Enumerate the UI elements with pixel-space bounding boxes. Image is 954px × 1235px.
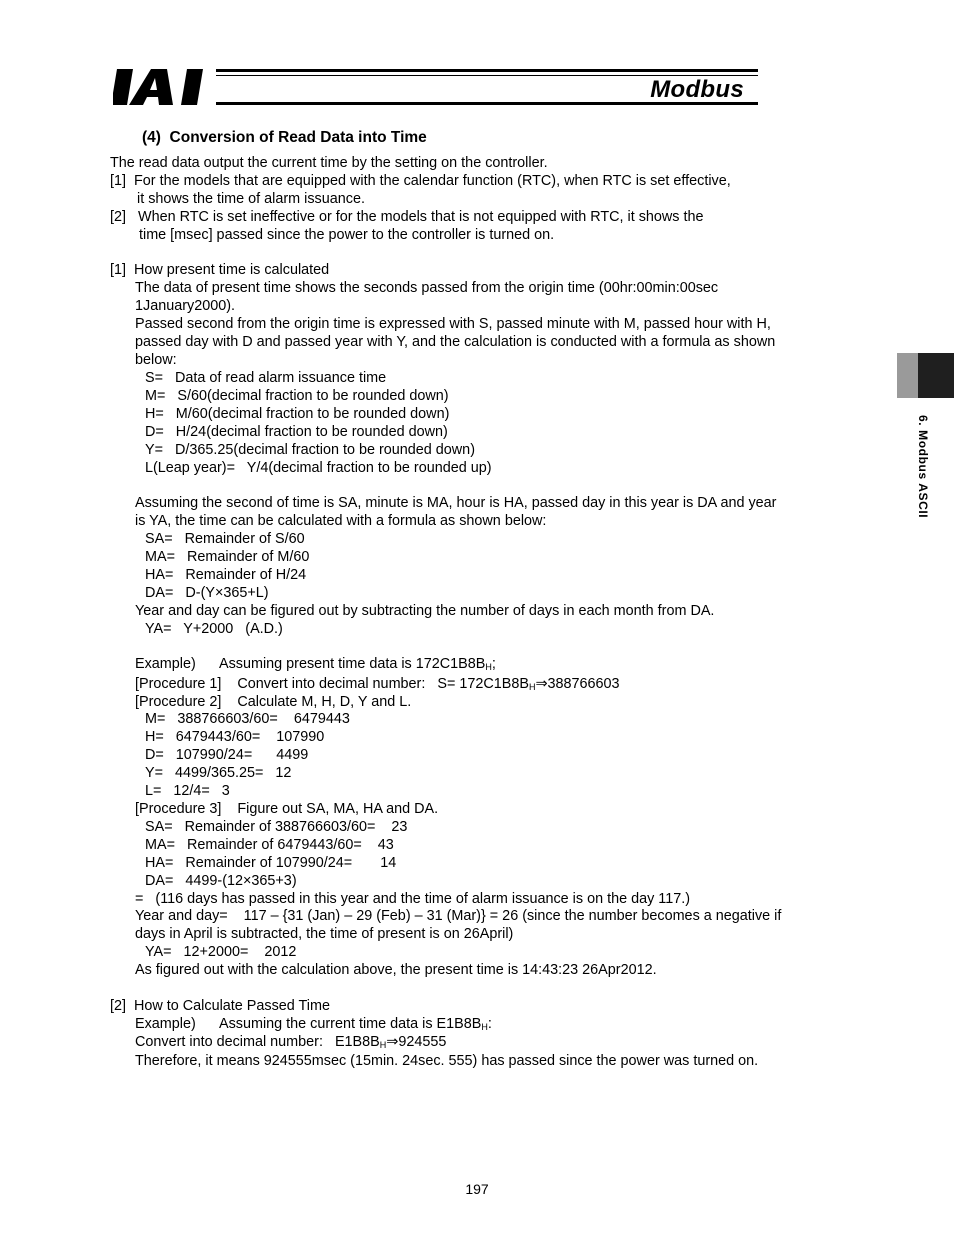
body-text-line: SA= Remainder of 388766603/60= 23: [145, 819, 408, 835]
header-rule-top: [216, 69, 758, 72]
hex-subscript: H: [379, 1040, 387, 1050]
body-text-line: Passed second from the origin time is expressed with S, passed minute with M, passed hour with H,: [135, 316, 771, 332]
body-text-line: The read data output the current time by the setting on the controller.: [110, 155, 548, 171]
iai-logo: [113, 68, 213, 106]
body-text-line: passed day with D and passed year with Y, and the calculation is conducted with a formula as shown: [135, 334, 776, 350]
body-text-line: H= 6479443/60= 107990: [145, 729, 325, 745]
body-text-line: = (116 days has passed in this year and the time of alarm issuance is on the day 117.): [135, 891, 691, 907]
body-text-line: D= H/24(decimal fraction to be rounded down): [145, 424, 448, 440]
body-text-line: SA= Remainder of S/60: [145, 531, 305, 547]
body-text-line: MA= Remainder of 6479443/60= 43: [145, 837, 394, 853]
body-text-line: Therefore, it means 924555msec (15min. 24sec. 555) has passed since the power was turned on.: [135, 1053, 759, 1069]
body-text-line: Example) Assuming present time data is $172C1B8B_H$;: [135, 656, 496, 672]
body-text-line: D= 107990/24= 4499: [145, 747, 309, 763]
body-text-line: Y= D/365.25(decimal fraction to be rounded down): [145, 442, 475, 458]
body-text-line: [1] For the models that are equipped with the calendar function (RTC), when RTC is set effective,: [110, 173, 731, 189]
body-text-line: Assuming the second of time is SA, minute is MA, hour is HA, passed day in this year is DA and year: [135, 495, 777, 511]
body-text-line: L= 12/4= 3: [145, 783, 230, 799]
body-text-line: L(Leap year)= Y/4(decimal fraction to be rounded up): [145, 460, 492, 476]
body-text-line: HA= Remainder of 107990/24= 14: [145, 855, 397, 871]
body-text-line: YA= Y+2000 (A.D.): [145, 621, 283, 637]
body-text-line: Y= 4499/365.25= 12: [145, 765, 292, 781]
body-text-line: Year and day can be figured out by subtracting the number of days in each month from DA.: [135, 603, 715, 619]
body-text-line: [Procedure 2] Calculate M, H, D, Y and L.: [135, 694, 412, 710]
chapter-side-label: 6. Modbus ASCII: [916, 415, 930, 519]
body-text-line: M= 388766603/60= 6479443: [145, 711, 350, 727]
body-text-line: HA= Remainder of H/24: [145, 567, 307, 583]
section-title: (4) Conversion of Read Data into Time: [142, 129, 427, 146]
body-text-line: DA= D-(Y×365+L): [145, 585, 269, 601]
body-text-line: [Procedure 1] Convert into decimal number: $S= 172C1B8B_H\Rightarrow 388766603$: [135, 676, 620, 692]
page-number: 197: [465, 1181, 489, 1197]
hex-subscript: H: [485, 662, 492, 672]
header-section-name: Modbus: [650, 76, 744, 103]
body-text-line: [2] When RTC is set ineffective or for the models that is not equipped with RTC, it shows the: [110, 209, 704, 225]
body-text-line: it shows the time of alarm issuance.: [137, 191, 365, 207]
body-text-line: YA= 12+2000= 2012: [145, 944, 297, 960]
body-text-line: days in April is subtracted, the time of present is on 26April): [135, 926, 514, 942]
body-text-line: MA= Remainder of M/60: [145, 549, 310, 565]
body-text-line: [1] How present time is calculated: [110, 262, 330, 278]
body-text-line: Example) Assuming the current time data is $E1B8B_H$:: [135, 1016, 492, 1032]
body-text-line: M= S/60(decimal fraction to be rounded down): [145, 388, 449, 404]
chapter-tab-dark: [918, 353, 954, 398]
body-text-line: [Procedure 3] Figure out SA, MA, HA and DA.: [135, 801, 439, 817]
body-text-line: Year and day= 117 – {31 (Jan) – 29 (Feb) – 31 (Mar)} = 26 (since the number becomes a negative if: [135, 908, 782, 924]
body-text-line: As figured out with the calculation above, the present time is 14:43:23 26Apr2012.: [135, 962, 657, 978]
body-text-line: [2] How to Calculate Passed Time: [110, 998, 330, 1014]
hex-subscript: H: [528, 682, 536, 692]
body-text-line: DA= 4499-(12×365+3): [145, 873, 297, 889]
body-text-line: S= Data of read alarm issuance time: [145, 370, 387, 386]
hex-subscript: H: [481, 1022, 488, 1032]
body-text-line: 1January2000).: [135, 298, 236, 314]
chapter-tab-grey: [897, 353, 918, 398]
body-text-line: H= M/60(decimal fraction to be rounded down): [145, 406, 450, 422]
body-text-line: The data of present time shows the seconds passed from the origin time (00hr:00min:00sec: [135, 280, 719, 296]
body-text-line: Convert into decimal number: $E1B8B_H\Rightarrow 924555$: [135, 1034, 447, 1050]
body-text-line: is YA, the time can be calculated with a formula as shown below:: [135, 513, 547, 529]
body-text-line: below:: [135, 352, 177, 368]
body-text-line: time [msec] passed since the power to the controller is turned on.: [139, 227, 555, 243]
